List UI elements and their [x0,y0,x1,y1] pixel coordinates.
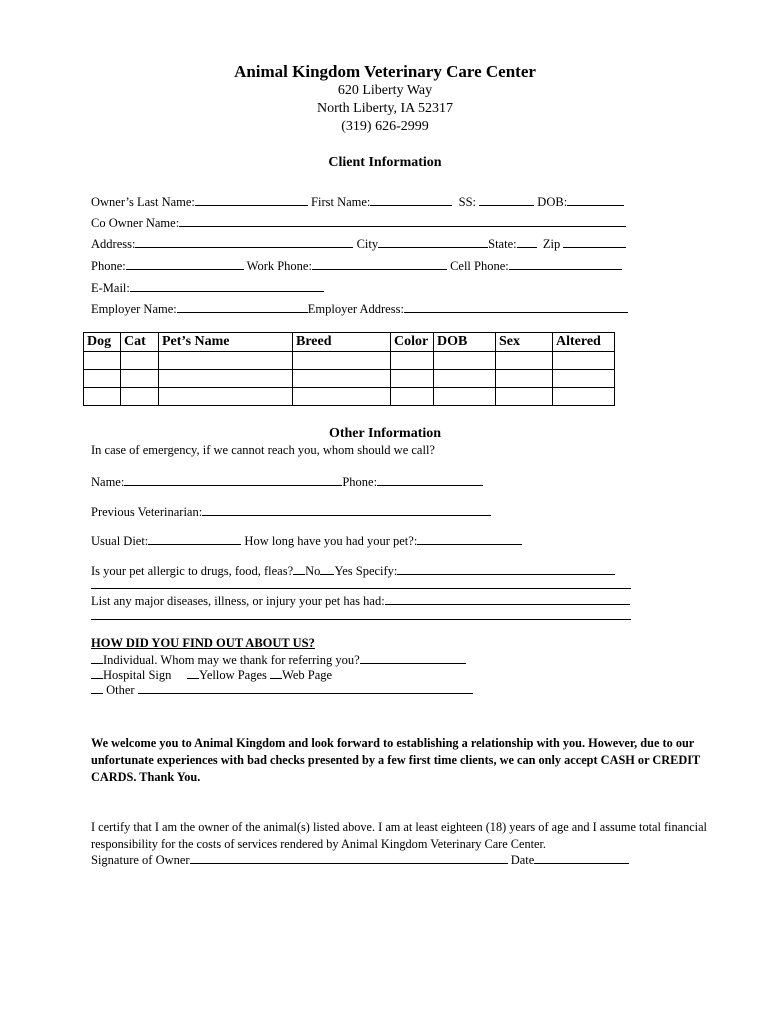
phone-label: Phone: [91,259,126,273]
previous-vet-label: Previous Veterinarian: [91,505,203,519]
table-row [84,370,615,388]
table-cell[interactable] [293,388,391,406]
how-long-field[interactable] [417,532,522,545]
owners-last-name-label: Owner’s Last Name: [91,195,195,209]
table-cell[interactable] [434,370,496,388]
referral-other-row [91,681,473,698]
first-name-field[interactable] [370,193,452,206]
pets-table [83,332,615,406]
previous-vet-row [91,503,491,520]
referral-individual-field[interactable] [360,651,466,664]
diet-field[interactable] [148,532,241,545]
table-cell[interactable] [84,370,121,388]
emergency-name-field[interactable] [124,473,342,486]
table-cell[interactable] [159,352,293,370]
referral-other-label: Other [106,683,135,697]
table-cell[interactable] [159,388,293,406]
col-dog: Dog [84,333,121,352]
ss-label: SS: [458,195,477,209]
table-cell[interactable] [553,388,615,406]
web-page-checkbox[interactable] [270,666,282,679]
yellow-pages-checkbox[interactable] [187,666,199,679]
allergy-yes-checkbox[interactable] [320,562,334,575]
dob-label: DOB: [537,195,568,209]
table-cell[interactable] [496,388,553,406]
table-cell[interactable] [391,388,434,406]
other-information-heading: Other Information [328,426,442,441]
allergy-continuation-line[interactable] [91,588,631,589]
allergy-no-label: No [305,564,321,578]
work-phone-field[interactable] [312,257,447,270]
allergy-row [91,562,615,579]
clinic-address-line1: 620 Liberty Way [337,83,433,98]
emergency-name-label: Name: [91,475,125,489]
pets-table-header [84,333,615,352]
how-long-label: How long have you had your pet?: [244,534,418,548]
allergy-yes-label: Yes Specify: [334,564,398,578]
signature-label: Signature of Owner [91,853,190,867]
table-cell[interactable] [434,352,496,370]
table-cell[interactable] [391,352,434,370]
diseases-label: List any major diseases, illness, or injury your pet has had: [91,594,385,608]
hospital-sign-label: Hospital Sign [103,668,172,682]
owners-last-name-field[interactable] [195,193,308,206]
diseases-continuation-line[interactable] [91,619,631,620]
work-phone-label: Work Phone: [246,259,312,273]
col-color: Color [391,333,434,352]
table-cell[interactable] [391,370,434,388]
yellow-pages-label: Yellow Pages [199,668,267,682]
referral-other-checkbox[interactable] [91,681,103,694]
col-dob: DOB [434,333,496,352]
employer-row [91,300,628,317]
emergency-phone-label: Phone: [342,475,378,489]
referral-other-field[interactable] [138,681,473,694]
table-cell[interactable] [121,370,159,388]
allergy-no-checkbox[interactable] [293,562,305,575]
address-row [91,235,626,252]
owner-name-row [91,193,624,210]
table-cell[interactable] [434,388,496,406]
email-row [91,279,324,296]
city-label: City [356,237,379,251]
table-cell[interactable] [553,352,615,370]
col-sex: Sex [496,333,553,352]
table-cell[interactable] [496,352,553,370]
cell-phone-field[interactable] [509,257,622,270]
diseases-row [91,592,630,609]
zip-field[interactable] [563,235,626,248]
date-field[interactable] [534,851,629,864]
email-field[interactable] [130,279,324,292]
referral-individual-label: Individual. Whom may we thank for referring you? [103,653,360,667]
col-pets-name: Pet’s Name [159,333,293,352]
signature-row [91,851,629,868]
table-row [84,352,615,370]
col-breed: Breed [293,333,391,352]
state-label: State: [488,237,517,251]
zip-label: Zip [542,237,561,251]
employer-name-label: Employer Name: [91,302,177,316]
table-cell[interactable] [293,352,391,370]
web-page-label: Web Page [282,668,333,682]
table-row [84,388,615,406]
table-cell[interactable] [121,352,159,370]
certification-text: I certify that I am the owner of the animal(s) listed above. I am at least eighteen (18) years of age and I assume total financial responsibility for the costs of services rendered by Animal Kingdom Veterinary Care Center. [91,820,707,851]
table-cell[interactable] [293,370,391,388]
clinic-phone: (319) 626-2999 [341,119,429,134]
payment-notice: We welcome you to Animal Kingdom and look forward to establishing a relationship with you. However, due to our unfortunate experiences with bad checks presented by a few first time clients, we can only accept CASH or CREDIT CARDS. Thank You. [91,736,700,784]
email-label: E-Mail: [91,281,130,295]
employer-address-label: Employer Address: [307,302,404,316]
emergency-contact-row [91,473,483,490]
diseases-field[interactable] [385,592,630,605]
state-field[interactable] [517,235,537,248]
ss-field[interactable] [479,193,534,206]
first-name-label: First Name: [311,195,371,209]
clinic-name: Animal Kingdom Veterinary Care Center [234,62,536,81]
table-cell[interactable] [159,370,293,388]
emergency-prompt: In case of emergency, if we cannot reach you, whom should we call? [91,443,435,457]
diet-label: Usual Diet: [91,534,149,548]
referral-individual-checkbox[interactable] [91,651,103,664]
address-field[interactable] [135,235,353,248]
city-field[interactable] [378,235,488,248]
referral-heading: HOW DID YOU FIND OUT ABOUT US? [91,636,315,650]
address-label: Address: [91,237,136,251]
co-owner-field[interactable] [179,214,626,227]
client-information-heading: Client Information [328,155,442,170]
hospital-sign-checkbox[interactable] [91,666,103,679]
cell-phone-label: Cell Phone: [450,259,509,273]
diet-row [91,532,522,549]
table-cell[interactable] [84,352,121,370]
table-cell[interactable] [496,370,553,388]
co-owner-row [91,214,626,231]
table-cell[interactable] [84,388,121,406]
allergy-label: Is your pet allergic to drugs, food, fleas? [91,564,294,578]
table-cell[interactable] [553,370,615,388]
dob-field[interactable] [567,193,624,206]
col-altered: Altered [553,333,615,352]
previous-vet-field[interactable] [202,503,491,516]
table-cell[interactable] [121,388,159,406]
co-owner-label: Co Owner Name: [91,216,180,230]
employer-name-field[interactable] [177,300,308,313]
clinic-address-line2: North Liberty, IA 52317 [317,101,453,116]
phone-row [91,257,622,274]
emergency-phone-field[interactable] [377,473,483,486]
col-cat: Cat [121,333,159,352]
allergy-specify-field[interactable] [397,562,615,575]
date-label: Date [510,853,535,867]
phone-field[interactable] [126,257,244,270]
signature-field[interactable] [190,851,508,864]
employer-address-field[interactable] [404,300,628,313]
